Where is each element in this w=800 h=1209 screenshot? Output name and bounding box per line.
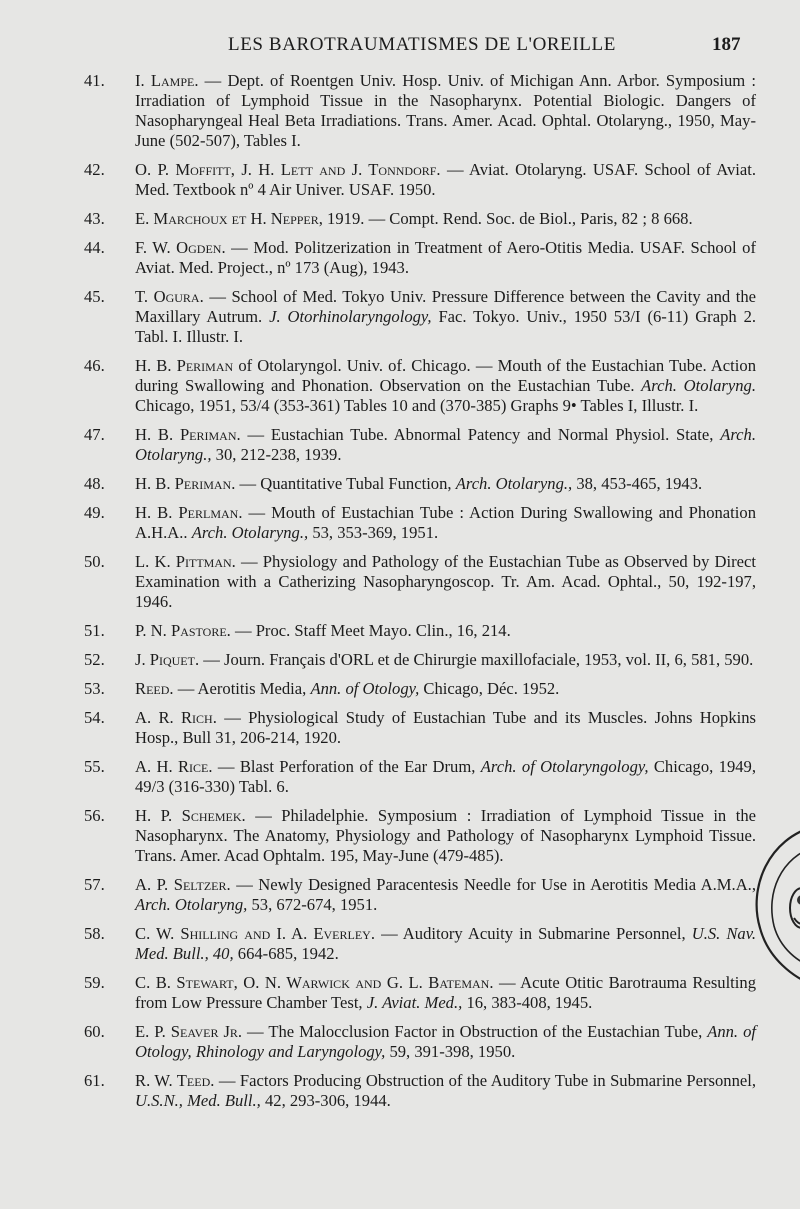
reference-number: 46. [84,356,105,375]
reference-journal: U.S. Nav. Med. Bull., 40, [135,924,757,963]
reference-authors: E. P. Seaver Jr. [135,1022,243,1041]
reference-item [84,425,756,465]
reference-number: 50. [84,552,105,571]
reference-item [84,356,756,416]
reference-details: 16, 383-408, 1945. [466,993,593,1012]
reference-details: 42, 293-306, 1944. [264,1091,391,1110]
reference-authors: L. K. Pittman. [135,552,236,571]
reference-authors: P. N. Pastore. [135,621,231,640]
reference-authors: H. B. Perlman. [135,503,243,522]
reference-text: — Quantitative Tubal Function, [239,474,452,493]
reference-item [84,160,756,200]
reference-text: — Factors Producing Obstruction of the Auditory Tube in Submarine Personnel, [218,1071,756,1090]
reference-text: — School of Med. Tokyo Univ. Pressure Difference between the Cavity and the Maxillary Autrum. [135,287,756,326]
reference-number: 41. [84,71,105,90]
reference-details: Chicago, 1949, 49/3 (316-330) Tabl. 6. [135,757,756,796]
reference-item [84,708,756,748]
reference-authors: T. Ogura. [135,287,204,306]
reference-text: — Physiological Study of Eustachian Tube and its Muscles. Johns Hopkins Hosp., Bull 31, 206-214, 1920. [135,708,757,747]
reference-list [84,71,756,1111]
reference-journal: Arch. Otolaryng. [641,376,756,395]
reference-number: 57. [84,875,105,894]
reference-authors: C. B. Stewart, O. N. Warwick and G. L. Bateman. [135,973,494,992]
reference-item [84,552,756,612]
reference-item [84,71,756,151]
reference-authors: H. P. Schemek. [135,806,246,825]
reference-item [84,650,756,670]
reference-details: 664-685, 1942. [237,944,339,963]
reference-number: 51. [84,621,105,640]
reference-text: — Aerotitis Media, [177,679,307,698]
reference-authors: O. P. Moffitt, J. H. Lett and J. Tonndorf. [135,160,441,179]
reference-item [84,287,756,347]
reference-authors: I. Lampe. [135,71,199,90]
reference-authors: H. B. Periman [135,356,234,375]
reference-authors: A. R. Rich. [135,708,217,727]
reference-text: of Otolaryngol. Univ. of. Chicago. — Mouth of the Eustachian Tube. Action during Swallowing and Phonation. Observation on the Eustachian Tube. [135,356,756,395]
reference-number: 60. [84,1022,105,1041]
reference-text: — Philadelphie. Symposium : Irradiation of Lymphoid Tissue in the Nasopharynx. The Anatomy, Physiology and Pathology of Nasopharynx Lymphoid Tissue. Trans. Amer. Acad Ophtalm. 195, May-June (479-485). [135,806,756,865]
reference-details: 30, 212-238, 1939. [215,445,342,464]
reference-item [84,209,756,229]
reference-text: — Compt. Rend. Soc. de Biol., Paris, 82 ; 8 668. [368,209,693,228]
reference-number: 61. [84,1071,105,1090]
reference-details: Fac. Tokyo. Univ., 1950 53/I (6-11) Graph 2. Tabl. I. Illustr. I. [135,307,757,346]
reference-item [84,924,756,964]
reference-authors: A. H. Rice. [135,757,213,776]
reference-item [84,757,756,797]
reference-authors: Reed. [135,679,174,698]
reference-journal: Ann. of Otology, [310,679,420,698]
reference-text: — Physiology and Pathology of the Eustachian Tube as Observed by Direct Examination with a Catherizing Nasopharyngoscop. Tr. Am. Acad. Ophtal., 50, 192-197, 1946. [135,552,757,611]
reference-text: — Newly Designed Paracentesis Needle for Use in Aerotitis Media A.M.A., [236,875,756,894]
running-title: LES BAROTRAUMATISMES DE L'OREILLE [228,34,616,55]
reference-authors: H. B. Periman. [135,474,236,493]
reference-item [84,973,756,1013]
reference-number: 47. [84,425,105,444]
reference-number: 56. [84,806,105,825]
reference-item [84,621,756,641]
reference-journal: Arch. of Otolaryngology, [480,757,649,776]
reference-journal: J. Otorhinolaryngology, [269,307,432,326]
reference-number: 44. [84,238,105,257]
reference-authors: J. Piquet. [135,650,200,669]
reference-number: 45. [84,287,105,306]
reference-text: — Journ. Français d'ORL et de Chirurgie maxillofaciale, 1953, vol. II, 6, 581, 590. [203,650,754,669]
reference-details: 59, 391-398, 1950. [389,1042,516,1061]
reference-journal: Arch. Otolaryng., [191,523,309,542]
reference-number: 59. [84,973,105,992]
reference-text: — The Malocclusion Factor in Obstruction of the Eustachian Tube, [247,1022,703,1041]
reference-text: — Auditory Acuity in Submarine Personnel, [381,924,686,943]
reference-item [84,679,756,699]
reference-authors: R. W. Teed. [135,1071,215,1090]
page-number: 187 [712,34,741,55]
reference-journal: J. Aviat. Med., [366,993,463,1012]
reference-text: — Aviat. Otolaryng. USAF. School of Aviat. Med. Textbook nº 4 Air Univer. USAF. 1950. [135,160,757,199]
reference-authors: C. W. Shilling and I. A. Everley. [135,924,375,943]
reference-number: 52. [84,650,105,669]
reference-item [84,474,756,494]
reference-text: — Acute Otitic Barotrauma Resulting from Low Pressure Chamber Test, [135,973,756,1012]
reference-number: 42. [84,160,105,179]
reference-number: 55. [84,757,105,776]
library-stamp [738,818,800,988]
reference-number: 49. [84,503,105,522]
reference-details: 53, 672-674, 1951. [251,895,378,914]
reference-authors: E. Marchoux et H. Nepper, 1919. [135,209,365,228]
reference-text: — Mouth of Eustachian Tube : Action During Swallowing and Phonation A.H.A.. [135,503,756,542]
reference-text: — Proc. Staff Meet Mayo. Clin., 16, 214. [234,621,511,640]
reference-journal: Arch. Otolaryng, [135,895,248,914]
reference-item [84,238,756,278]
reference-authors: A. P. Seltzer. [135,875,231,894]
reference-item [84,806,756,866]
reference-text: — Eustachian Tube. Abnormal Patency and Normal Physiol. State, [247,425,714,444]
reference-text: — Blast Perforation of the Ear Drum, [217,757,476,776]
reference-journal: Arch. Otolaryng., [455,474,573,493]
reference-number: 43. [84,209,105,228]
reference-journal: Arch. Otolaryng., [135,425,756,464]
reference-number: 54. [84,708,105,727]
reference-item [84,503,756,543]
reference-number: 53. [84,679,105,698]
running-header [0,34,800,60]
reference-text: — Dept. of Roentgen Univ. Hosp. Univ. of Michigan Ann. Arbor. Symposium : Irradiation of Lymphoid Tissue in the Nasopharynx. Potential Biologic. Dangers of Nasopharyngeal Heal Beta Irradiations. Trans. Amer. Acad. Ophtal. Otolaryng., 1950, May-June (502-507), Tables I. [135,71,756,150]
reference-journal: U.S.N., Med. Bull., [135,1091,261,1110]
reference-number: 48. [84,474,105,493]
reference-text: — Mod. Politzerization in Treatment of Aero-Otitis Media. USAF. School of Aviat. Med. Project., nº 173 (Aug), 1943. [135,238,756,277]
reference-authors: F. W. Ogden. [135,238,226,257]
reference-number: 58. [84,924,105,943]
reference-item [84,875,756,915]
reference-item [84,1071,756,1111]
reference-authors: H. B. Periman. [135,425,241,444]
reference-journal: Ann. of Otology, Rhinology and Laryngology, [135,1022,756,1061]
reference-details: Chicago, 1951, 53/4 (353-361) Tables 10 and (370-385) Graphs 9• Tables I, Illustr. I. [135,396,699,415]
reference-details: 38, 453-465, 1943. [576,474,703,493]
reference-item [84,1022,756,1062]
reference-details: 53, 353-369, 1951. [312,523,439,542]
reference-details: Chicago, Déc. 1952. [423,679,560,698]
